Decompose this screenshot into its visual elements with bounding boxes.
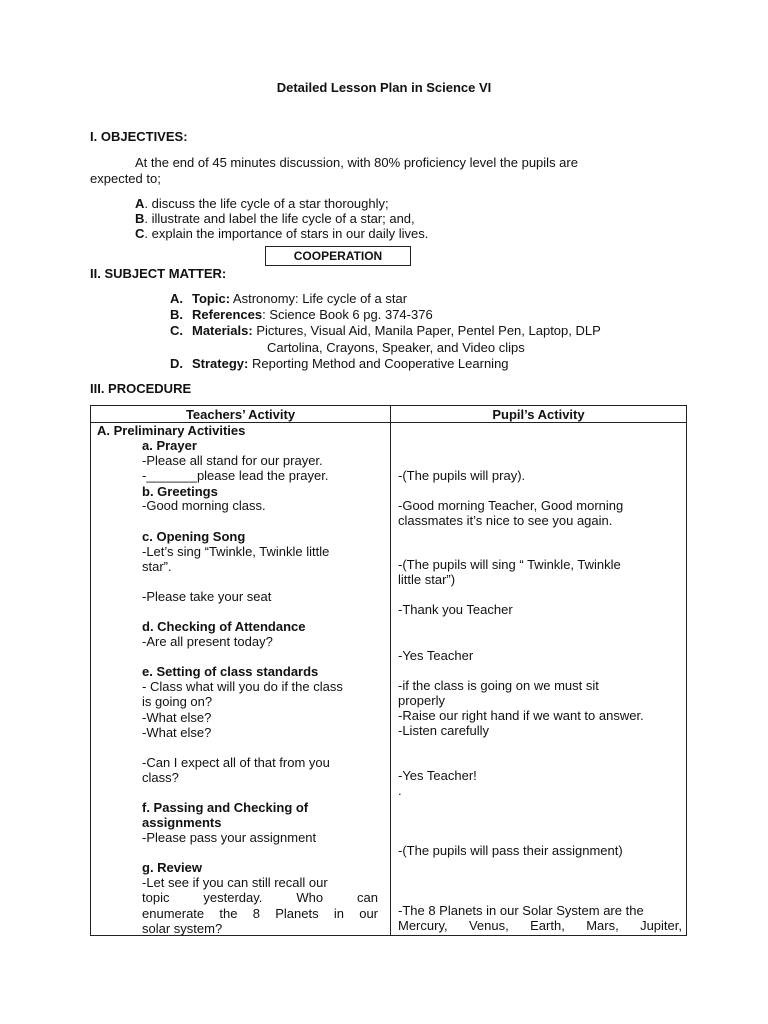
step-class-standards-heading: e. Setting of class standards [142, 664, 319, 679]
teacher-line: -Please take your seat [142, 589, 272, 604]
step-attendance-heading: d. Checking of Attendance [142, 619, 306, 634]
objective-item-b [135, 211, 415, 226]
pupil-line: -Thank you Teacher [398, 602, 513, 617]
pupil-line: -if the class is going on we must sit [398, 678, 599, 693]
pupil-line: classmates it’s nice to see you again. [398, 513, 613, 528]
teacher-line: -Please all stand for our prayer. [142, 453, 323, 468]
subject-materials-continuation: Cartolina, Crayons, Speaker, and Video clips [267, 340, 525, 355]
objectives-intro-line1: At the end of 45 minutes discussion, with 80% proficiency level the pupils are [135, 155, 578, 170]
objectives-intro-line2: expected to; [90, 171, 161, 186]
value-focus-box: COOPERATION [265, 246, 411, 266]
pupil-line: -Raise our right hand if we want to answer. [398, 708, 644, 723]
subject-label: Materials: [192, 323, 253, 338]
subject-letter: B. [170, 307, 183, 322]
pupil-line: little star”) [398, 572, 456, 587]
pupil-line: -Listen carefully [398, 723, 490, 738]
subject-text: Reporting Method and Cooperative Learning [248, 356, 509, 371]
procedure-table [90, 405, 687, 936]
subject-item-topic [170, 291, 407, 306]
subject-item-references [170, 307, 433, 322]
subject-item-strategy [170, 356, 509, 371]
teacher-line: is going on? [142, 694, 213, 709]
pupil-line: . [398, 783, 402, 798]
step-greetings-heading: b. Greetings [142, 484, 218, 499]
objective-letter: A [135, 196, 145, 211]
step-assignments-heading-cont: assignments [142, 815, 222, 830]
pupil-line: -(The pupils will sing “ Twinkle, Twinkle [398, 557, 621, 572]
teacher-line: -_______please lead the prayer. [142, 468, 329, 483]
teacher-line: -Are all present today? [142, 634, 273, 649]
teacher-line: -Let see if you can still recall our [142, 875, 328, 890]
subject-text: Pictures, Visual Aid, Manila Paper, Pentel Pen, Laptop, DLP [252, 323, 601, 338]
section-preliminary-activities: A. Preliminary Activities [97, 423, 246, 438]
objective-letter: C [135, 226, 145, 241]
step-assignments-heading: f. Passing and Checking of [142, 800, 309, 815]
teacher-line: -Good morning class. [142, 498, 266, 513]
subject-item-materials [170, 323, 601, 338]
objective-text: . discuss the life cycle of a star thoroughly; [144, 196, 389, 211]
column-header-pupil: Pupil’s Activity [492, 407, 585, 422]
step-review-heading: g. Review [142, 860, 202, 875]
teacher-line: star”. [142, 559, 172, 574]
objective-text: . illustrate and label the life cycle of a star; and, [144, 211, 415, 226]
subject-label: Strategy: [192, 356, 249, 371]
teacher-line: -Can I expect all of that from you [142, 755, 330, 770]
subject-text: Astronomy: Life cycle of a star [230, 291, 408, 306]
pupil-line: Mercury, Venus, Earth, Mars, Jupiter, [398, 918, 682, 933]
subject-letter: D. [170, 356, 183, 371]
teacher-line: -Please pass your assignment [142, 830, 317, 845]
subject-label: References [192, 307, 263, 322]
objective-item-c [135, 226, 428, 241]
objectives-heading: I. OBJECTIVES: [90, 129, 188, 144]
subject-label: Topic: [192, 291, 231, 306]
teacher-line: enumerate the 8 Planets in our [142, 906, 378, 921]
teacher-line: - Class what will you do if the class [142, 679, 343, 694]
pupil-line: -(The pupils will pray). [398, 468, 526, 483]
teacher-line: class? [142, 770, 179, 785]
subject-letter: A. [170, 291, 183, 306]
step-opening-song-heading: c. Opening Song [142, 529, 246, 544]
objective-letter: B [135, 211, 145, 226]
pupil-line: -Good morning Teacher, Good morning [398, 498, 624, 513]
procedure-heading: III. PROCEDURE [90, 381, 192, 396]
pupil-line: -Yes Teacher! [398, 768, 477, 783]
teacher-line: -Let’s sing “Twinkle, Twinkle little [142, 544, 330, 559]
step-prayer-heading: a. Prayer [142, 438, 197, 453]
pupil-line: -(The pupils will pass their assignment) [398, 843, 623, 858]
teacher-line: topic yesterday. Who can [142, 890, 378, 905]
pupil-line: -The 8 Planets in our Solar System are the [398, 903, 644, 918]
objective-item-a [135, 196, 389, 211]
teacher-line: -What else? [142, 725, 212, 740]
subject-text: : Science Book 6 pg. 374-376 [262, 307, 433, 322]
document-title: Detailed Lesson Plan in Science VI [276, 80, 492, 95]
subject-letter: C. [170, 323, 183, 338]
teacher-line: -What else? [142, 710, 212, 725]
teacher-line: solar system? [142, 921, 223, 936]
objective-text: . explain the importance of stars in our daily lives. [144, 226, 429, 241]
subject-matter-heading: II. SUBJECT MATTER: [90, 266, 227, 281]
pupil-line: -Yes Teacher [398, 648, 474, 663]
column-header-teacher: Teachers’ Activity [185, 407, 296, 422]
pupil-line: properly [398, 693, 445, 708]
column-divider [390, 406, 391, 935]
